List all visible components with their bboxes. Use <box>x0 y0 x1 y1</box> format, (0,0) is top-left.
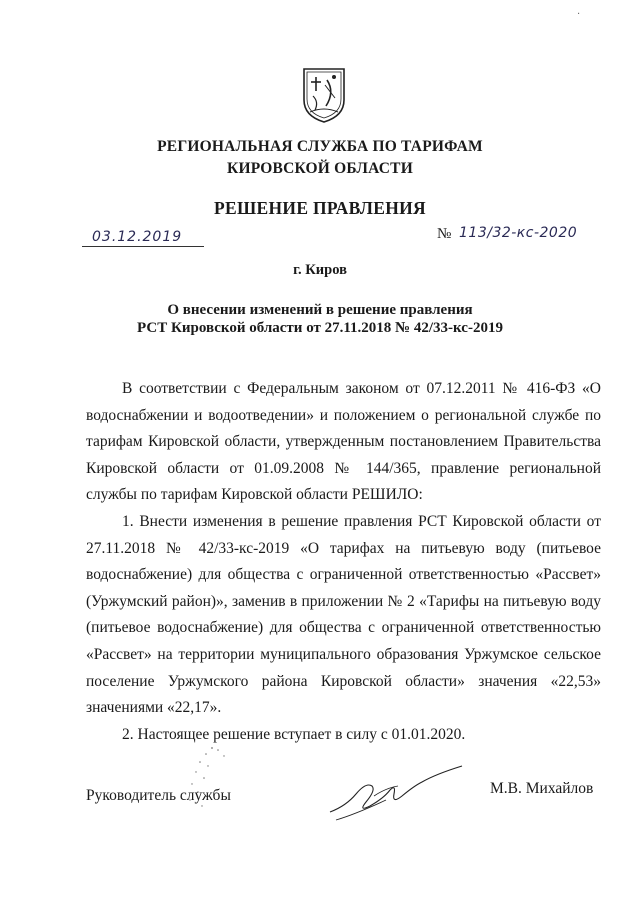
document-type: РЕШЕНИЕ ПРАВЛЕНИЯ <box>214 198 426 218</box>
stamp-trace-icon <box>178 740 248 820</box>
decision-item-2: 2. Настоящее решение вступает в силу с 01.01.2020. <box>122 725 466 743</box>
handwritten-date: 03.12.2019 <box>82 229 204 247</box>
number-label: № <box>437 226 452 242</box>
coat-of-arms-icon <box>301 66 347 124</box>
preamble-paragraph: В соответствии с Федеральным законом от 07.12.2011 № 416-ФЗ «О водоснабжении и водоотведении» и положением о региональной службе по тарифам Кировской области, утвержденным постановлением Правительства Кировской области от 01.09.2008 № 144/365, правление региональной службы по тарифам Кировской области РЕШИЛО: <box>86 380 601 504</box>
body-text <box>86 376 601 748</box>
org-title-line2: КИРОВСКОЙ ОБЛАСТИ <box>227 160 413 177</box>
handwritten-number: 113/32-кс-2020 <box>459 225 578 241</box>
org-title-line1: РЕГИОНАЛЬНАЯ СЛУЖБА ПО ТАРИФАМ <box>157 138 483 155</box>
signatory-role: Руководитель службы <box>86 787 231 804</box>
signature-icon <box>326 760 466 822</box>
city: г. Киров <box>293 262 347 278</box>
subject-line2: РСТ Кировской области от 27.11.2018 № 42/33-кс-2019 <box>137 320 503 336</box>
corner-mark-icon <box>575 6 589 20</box>
decision-item-1: 1. Внести изменения в решение правления РСТ Кировской области от 27.11.2018 № 42/33-кс-2019 «О тарифах на питьевую воду (питьевое водоснабжение) для общества с ограниченной ответственностью «Рассвет» (Уржумский район)», заменив в приложении № 2 «Тарифы на питьевую воду (питьевое водоснабжение) для общества с ограниченной ответственностью «Рассвет» на территории муниципального образования Уржумское сельское поселение Уржумского района Кировской области» значения «22,53» значениями «22,17». <box>86 512 601 717</box>
svg-text:·: · <box>577 9 581 20</box>
signatory-name: М.В. Михайлов <box>490 780 594 797</box>
subject-line1: О внесении изменений в решение правления <box>167 302 473 318</box>
